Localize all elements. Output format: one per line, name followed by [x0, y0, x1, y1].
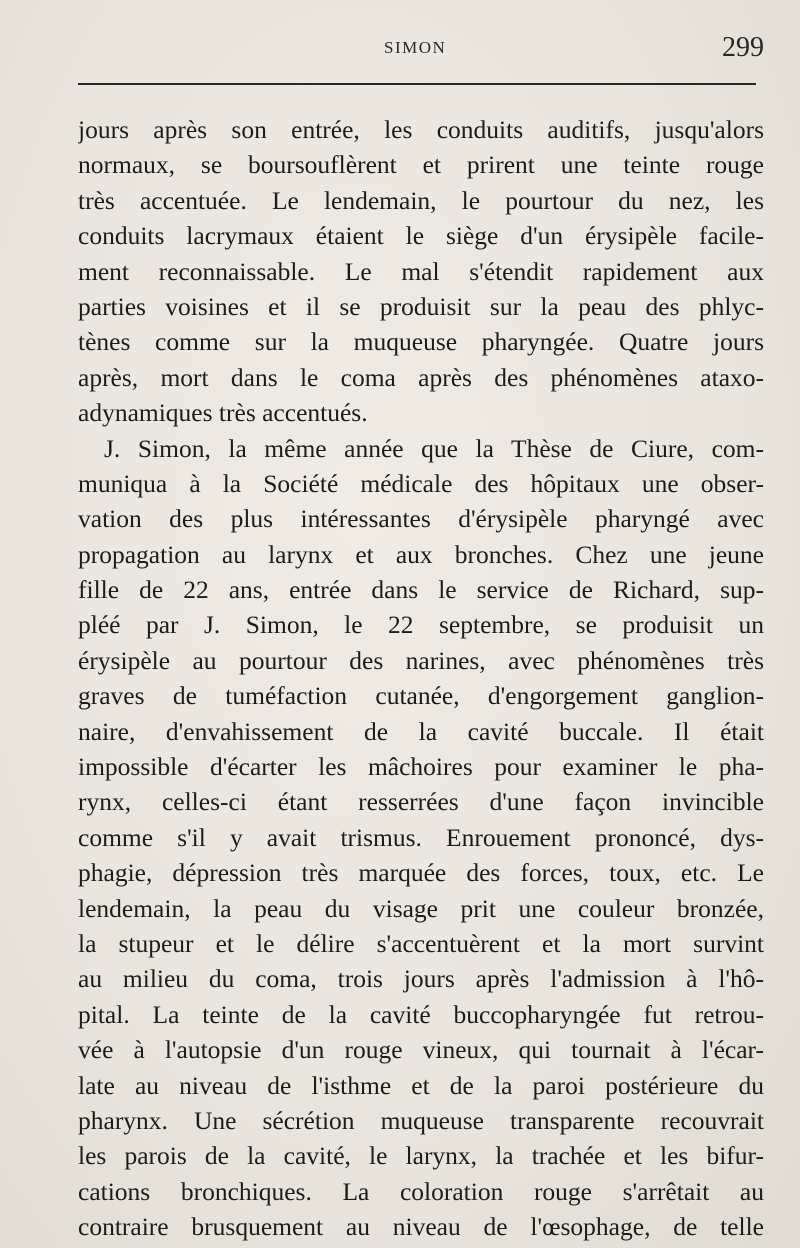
paragraph-end-line: adynamiques très accentués.	[78, 398, 368, 428]
text-line: fille de 22 ans, entrée dans le service de Richard, sup-	[78, 575, 764, 605]
text-line: tènes comme sur la muqueuse pharyngée. Quatre jours	[78, 327, 764, 357]
text-line: parties voisines et il se produisit sur la peau des phlyc-	[78, 291, 764, 321]
text-line: vation des plus intéressantes d'érysipèle pharyngé avec	[78, 504, 764, 534]
text-line: ment reconnaissable. Le mal s'étendit rapidement aux	[78, 256, 764, 286]
paragraph-start-line: J. Simon, la même année que la Thèse de Ciure, com-	[104, 433, 764, 463]
text-line: cations bronchiques. La coloration rouge s'arrêtait au	[78, 1176, 764, 1206]
text-line: la stupeur et le délire s'accentuèrent et la mort survint	[78, 928, 764, 958]
text-line: très accentuée. Le lendemain, le pourtour du nez, les	[78, 185, 764, 215]
text-line: au milieu du coma, trois jours après l'admission à l'hô-	[78, 964, 764, 994]
body-text	[78, 112, 764, 1245]
text-line: phagie, dépression très marquée des forces, toux, etc. Le	[78, 858, 764, 888]
text-line: érysipèle au pourtour des narines, avec phénomènes très	[78, 645, 764, 675]
text-line: pharynx. Une sécrétion muqueuse transparente recouvrait	[78, 1105, 764, 1135]
text-line: comme s'il y avait trismus. Enrouement prononcé, dys-	[78, 822, 764, 852]
text-line: rynx, celles-ci étant resserrées d'une façon invincible	[78, 787, 764, 817]
text-line: pléé par J. Simon, le 22 septembre, se produisit un	[78, 610, 764, 640]
text-line: muniqua à la Société médicale des hôpitaux une obser-	[78, 468, 764, 498]
text-line: conduits lacrymaux étaient le siège d'un érysipèle facile-	[78, 221, 764, 251]
text-line: impossible d'écarter les mâchoires pour examiner le pha-	[78, 752, 764, 782]
text-line: vée à l'autopsie d'un rouge vineux, qui tournait à l'écar-	[78, 1035, 764, 1065]
text-line: naire, d'envahissement de la cavité buccale. Il était	[78, 716, 764, 746]
text-line: jours après son entrée, les conduits auditifs, jusqu'alors	[78, 115, 764, 144]
text-line: contraire brusquement au niveau de l'œsophage, de telle	[78, 1212, 764, 1242]
page-number: 299	[722, 32, 764, 63]
text-line: les parois de la cavité, le larynx, la trachée et les bifur-	[78, 1141, 764, 1171]
text-line: normaux, se boursouflèrent et prirent une teinte rouge	[78, 150, 764, 180]
running-head-title: SIMON	[384, 38, 447, 57]
running-head	[0, 32, 800, 66]
text-line: graves de tuméfaction cutanée, d'engorgement ganglion-	[78, 681, 764, 711]
header-rule	[78, 83, 756, 85]
text-line: après, mort dans le coma après des phénomènes ataxo-	[78, 362, 764, 392]
text-line: lendemain, la peau du visage prit une couleur bronzée,	[78, 893, 764, 923]
text-line: pital. La teinte de la cavité buccopharyngée fut retrou-	[78, 999, 764, 1029]
text-line: late au niveau de l'isthme et de la paroi postérieure du	[78, 1070, 764, 1100]
text-line: propagation au larynx et aux bronches. Chez une jeune	[78, 539, 764, 569]
